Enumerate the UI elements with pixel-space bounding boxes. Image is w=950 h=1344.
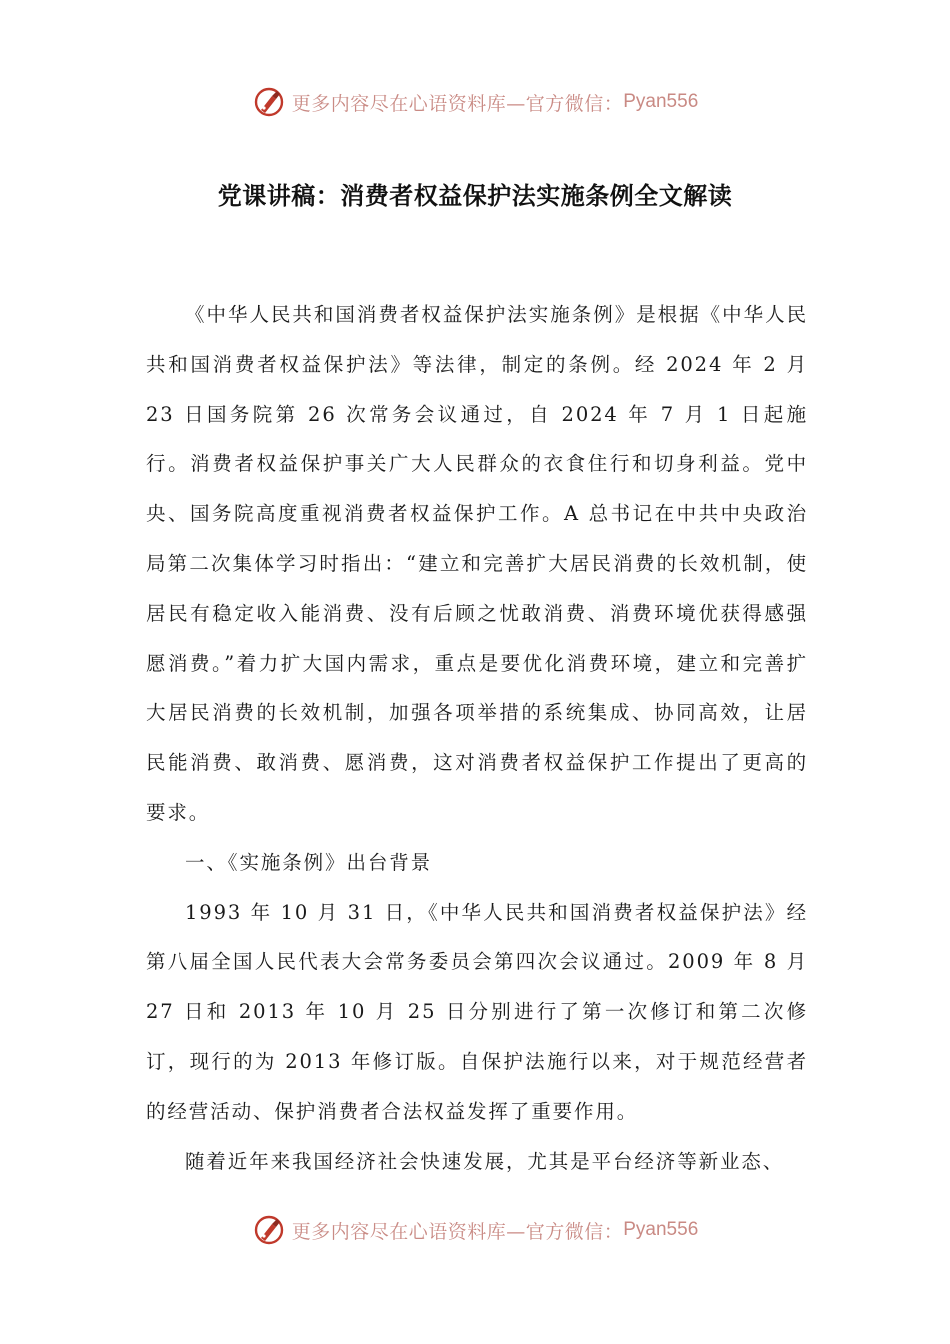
watermark-text: 更多内容尽在心语资料库—官方微信：: [291, 92, 624, 115]
document-body: [146, 290, 808, 1186]
pen-nib-logo-icon: [252, 85, 286, 119]
watermark-text: 更多内容尽在心语资料库—官方微信：: [291, 1220, 624, 1243]
watermark-wechat-id: Pyan556: [623, 1219, 699, 1240]
watermark-banner-top: [0, 80, 950, 124]
watermark-banner-bottom: [0, 1208, 950, 1252]
paragraph-intro: 《中华人民共和国消费者权益保护法实施条例》是根据《中华人民共和国消费者权益保护法》等法律，制定的条例。经 2024 年 2 月 23 日国务院第 26 次常务会议通过，自 2024 年 7 月 1 日起施行。消费者权益保护事关广大人民群众的衣食住行和切身利益。党中央、国务院高度重视消费者权益保护工作。A 总书记在中共中央政治局第二次集体学习时指出：“建立和完善扩大居民消费的长效机制，使居民有稳定收入能消费、没有后顾之忧敢消费、消费环境优获得感强愿消费。”着力扩大国内需求，重点是要优化消费环境，建立和完善扩大居民消费的长效机制，加强各项举措的系统集成、协同高效，让居民能消费、敢消费、愿消费，这对消费者权益保护工作提出了更高的要求。: [146, 303, 808, 824]
document-title: 党课讲稿：消费者权益保护法实施条例全文解读: [217, 182, 733, 210]
section-heading-background: 一、《实施条例》出台背景: [185, 850, 433, 874]
paragraph-history: 1993 年 10 月 31 日，《中华人民共和国消费者权益保护法》经第八届全国人民代表大会常务委员会第四次会议通过。2009 年 8 月 27 日和 2013 年 10 月 25 日分别进行了第一次修订和第二次修订，现行的为 2013 年修订版。自保护法施行以来，对于规范经营者的经营活动、保护消费者合法权益发挥了重要作用。: [146, 900, 808, 1123]
watermark-wechat-id: Pyan556: [623, 91, 699, 112]
pen-nib-logo-icon: [252, 1213, 286, 1247]
paragraph-development: 随着近年来我国经济社会快速发展，尤其是平台经济等新业态、: [185, 1149, 785, 1173]
